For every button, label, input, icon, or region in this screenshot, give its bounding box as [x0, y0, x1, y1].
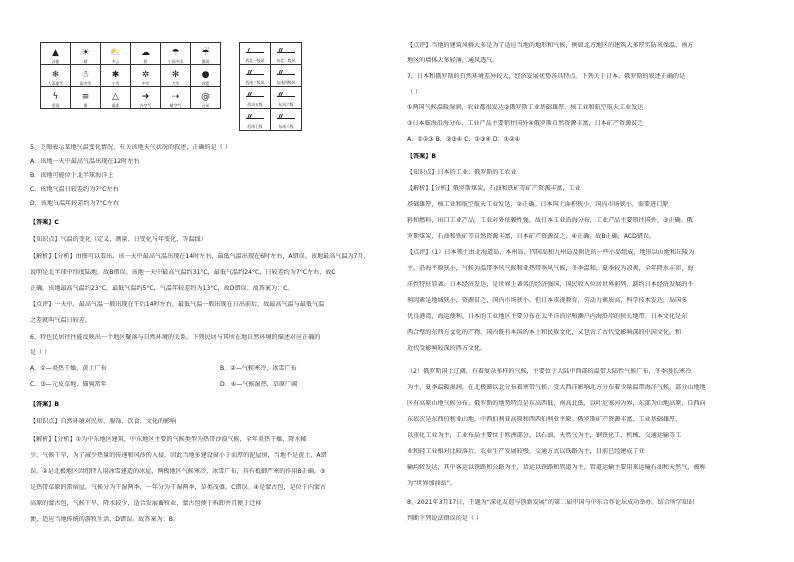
q6-option-b: B．②—气候寒冷，冰雪广布	[220, 365, 297, 372]
q7-comment: 业和轻工业相对比较落后，农业生产发展较慢。交通方式以铁路为主，目前已经建成了亚	[407, 448, 645, 455]
legend-cell	[131, 43, 161, 65]
legend-cell	[41, 43, 71, 65]
warm-air-icon: ⇢	[171, 92, 180, 102]
legend-label: 霜冻	[111, 103, 120, 108]
wind-symbol: 西南三级风	[240, 65, 271, 87]
sandstorm-icon: ▲	[52, 48, 59, 58]
q7-comment: 区有高原山地气候分布。俄罗斯的地势特点是东高西低，南高北低，以叶尼塞河为界，东部为山地高原，自西向	[407, 400, 706, 407]
q7-comment: 近代受影响较深的西方文化。	[407, 345, 487, 352]
q5-comment: 【点评】一天中，最高气温一般出现在午后14时左右，最低气温一般出现在日出前后，故最高气温与最低气温	[30, 301, 325, 308]
legend-label: 冷空气	[139, 103, 152, 108]
question-6: 6、特色民居往往能反映出一个地区聚落与自然环境的关系。下列民居与其所在地自然环境的描述对应正确的	[30, 334, 321, 341]
q5-option-c: C．该地气温日较差约为7°C左右	[30, 186, 119, 193]
legend-label: 雨夹雪	[79, 81, 92, 86]
q7-comment: 主，沿海平原狭小，气候为温带季风气候和亚热带季风气候，冬季温和，夏季较为凉爽，全年降水丰沛，海	[407, 265, 694, 272]
q7-analysis: 基础雄厚，核工业和航空航天工业发达，②正确。日本国土面积狭小，国内市场狭小，需要进口原	[407, 201, 669, 208]
question-6: 是（ ）	[30, 349, 51, 356]
q7-comment: 洋性特征显著。日本经济发达，是世界上著名的经济强国，国民收入位居世界前列，制约日本经济发展的不	[407, 281, 694, 288]
legend-label: 晴	[83, 59, 88, 64]
sleet-icon: ☃	[81, 70, 90, 80]
legend-cell	[161, 87, 191, 109]
q7-answer: 【答案】B	[407, 153, 437, 160]
legend-label: 暴雨	[201, 59, 210, 64]
q5-answer: 【答案】C	[30, 219, 59, 226]
snow-icon: ✱	[111, 70, 120, 80]
legend-label: 暖空气	[169, 103, 182, 108]
legend-cell	[191, 43, 221, 65]
legend-cell	[101, 43, 131, 65]
q5-analysis: 说明是北半球中纬度陆地，故B错误。该地一天中最高气温约31°C，最低气温约24°C，日较差约为7°C左右，故C	[30, 269, 336, 276]
question-7: 7、日本和俄罗斯的自然环境差异较大，经济发展优势各具特点。下列关于日本、俄罗斯的叙述正确的是	[407, 73, 686, 80]
q6-analysis: 便，适应当地传统的游牧生活，D错误。故答案为：B。	[30, 516, 180, 523]
sunny-icon: ☀	[81, 48, 90, 58]
q6-comment: 【点评】当地的建筑风格大多是为了适应当地的地形和气候，例如北方地区的建筑大多厚实防风保温，南方	[407, 42, 694, 49]
heavy-snow-icon: ❄	[51, 70, 60, 80]
cold-air-icon: ➜	[141, 92, 150, 102]
typhoon-icon: @	[201, 92, 210, 102]
wind-symbol: 西风五级	[240, 87, 271, 109]
medium-snow-icon: ✲	[141, 70, 150, 80]
q7-comment: 为主，夏季温暖湿润，在北极圈以北分布着寒带气候，受大西洋影响北方分布着少量温带海洋气候，部分山地地	[407, 384, 706, 391]
wind-symbol: 东南八级	[271, 109, 302, 131]
q7-statement: ③日本临海沿海分布，工业产品主要销往国外④俄罗斯自然资源丰富，日本矿产资源贫乏	[407, 120, 644, 127]
left-column	[30, 0, 387, 562]
frost-icon: △	[112, 92, 119, 102]
q6-option-a: A．①—炎热干燥，黄土广布	[30, 365, 107, 372]
legend-label: 台风	[201, 103, 210, 108]
legend-label: 小雨中雨	[167, 59, 184, 64]
q7-comment: 【点评】（1）日本领土由北海道岛、本州岛、四国岛和九州岛及附近的一些小岛组成，地形以山地和丘陵为	[407, 249, 695, 256]
legend-label: 大雨暴雪	[47, 81, 64, 86]
wind-symbol: 东风六级	[271, 87, 302, 109]
legend-cell	[191, 87, 221, 109]
q7-comment: 以重化工业为主，工业布局主要位于欧洲部分。以石油、天然气为主，钢铁化工、机械、交通运输等工	[407, 432, 682, 439]
q7-analysis: 【解析】【分析】俄罗斯煤炭、石油和铁矿等矿产资源丰富，工业	[407, 185, 581, 192]
q5-option-d: D．该地气温年较差约为7°C左右	[30, 200, 119, 207]
question-7: （ ）	[407, 89, 422, 96]
q5-analysis: 【解析】【分析】由图可以看出，该一天中最高气温出现在14时左右，最低气温出现在6时左右，A错误。该地最高气温为7月，	[30, 253, 370, 260]
q7-comment: 西合璧的东西方文化的产物，国内既有本国的本土和民族文化，又包含了古代受影响深的中国文化，和	[407, 329, 682, 336]
q5-option-b: B．该地可能位于北半球海洋上	[30, 172, 114, 179]
thunder-icon: ϟ	[52, 92, 59, 102]
legend-cell	[131, 87, 161, 109]
legend-label: 小雪	[111, 81, 120, 86]
right-column	[407, 0, 764, 562]
q6-analysis: 是热带草原的雷宿屋，气候分为干湿两季，一年分为干湿两季，草类茂盛，C错误。④是蒙古包，是位于内蒙古	[30, 484, 327, 491]
q5-comment: 之差就叫气温日较差。	[30, 317, 91, 324]
wind-symbol: 西北一级风	[240, 43, 271, 65]
legend-cell	[71, 65, 101, 87]
legend-label: 阴	[143, 59, 148, 64]
q6-option-d: D．④—气候湿热，草原广阔	[220, 381, 298, 388]
q5-option-a: A．该地一天中最高气温出现在12时左右	[30, 158, 140, 165]
legend-cell	[101, 87, 131, 109]
q6-knowledge-point: 【知识点】自然环境对民居、服饰、饮食、文化的影响	[30, 418, 177, 425]
legend-label: 沙暴	[51, 59, 60, 64]
q6-comment: 地区的墙体大多轻薄，通风透气。	[407, 57, 499, 64]
q7-statement: ①两国气候温暖湿润，农业都很发达②俄罗斯工业基础雄厚，核工业和航空航天工业发达	[407, 104, 644, 111]
q6-option-c: C．③—元皮草地，猫狗常年	[30, 381, 107, 388]
legend-label: 多云	[111, 59, 120, 64]
fog-icon: ≡	[81, 92, 90, 102]
legend-cell	[41, 87, 71, 109]
legend-label: 冰雹	[201, 81, 210, 86]
q7-analysis: 料和燃料，出口工业产品，工业对外依赖性强，故日本工业沿海分布，工业产品主要销往国外，③正确。俄	[407, 217, 693, 224]
legend-label: 中雪	[141, 81, 150, 86]
question-5: 5、下图表示某地气温变化情况，有关该地天气状况的叙述，正确的是（ ）	[30, 144, 231, 151]
legend-cell	[71, 87, 101, 109]
q7-comment: 东依次是东西伯利亚山地，中西伯利亚高原和西西伯利亚平原。俄罗斯矿产资源丰富、工业基础雄厚，	[407, 416, 682, 423]
legend-cell	[161, 65, 191, 87]
q7-options: A．①②③ B．②③④ C．①③④ D．①②④	[407, 136, 521, 143]
q7-comment: （2）俄罗斯国土辽阔，有着复杂多样的气候，主要位于大陆中西部的温带大陆性气候广布，冬季漫长寒冷	[407, 368, 692, 375]
legend-cell	[161, 43, 191, 65]
q7-knowledge-point: 【知识点】日本的工业；俄罗斯的工农业	[407, 169, 517, 176]
hail-icon: ●	[201, 70, 210, 80]
cloudy-icon: ⛅	[109, 48, 122, 58]
overcast-icon: ☁	[141, 48, 150, 58]
legend-cell	[71, 43, 101, 65]
q5-analysis: 正确。该地最高气温约23°C，最低气温约5°C，气温年较差约为13°C，故D错误。故答案为：C。	[30, 285, 294, 292]
q6-analysis: 【解析】【分析】①为中东地区建筑，中东地区主要的气候类型为热带沙漠气候，全年炎热干燥，降水稀	[30, 436, 307, 443]
wind-symbol: 东北二级风	[271, 43, 302, 65]
rainstorm-icon: ☔	[201, 48, 210, 58]
legend-cell	[191, 65, 221, 87]
legend-label: 雷雨	[51, 103, 60, 108]
q6-analysis: 误。②是北极地区因纽特人用冰雪建造的冰屋，两极地区气候寒冷，冰雪广布，具有抵御严寒的作用B正确。③	[30, 468, 326, 475]
q7-comment: 优良港湾，海运便利。日本的工业地区主要分布在太平洋沿岸和濑户内海沿岸的狭长地带。日本文化是东	[407, 313, 688, 320]
q7-analysis: 罗斯煤炭、石油和铁矿等自然资源丰富，日本矿产资源贫乏，④正确。故B正确，ACD错误。	[407, 233, 656, 240]
legend-cell	[131, 65, 161, 87]
legend-label: 雾	[83, 103, 88, 108]
q6-analysis: 高原的蒙古包，气候干旱，降水较少，适合发展畜牧业，蒙古包便于拆卸并且便于迁移	[30, 500, 262, 507]
legend-cell	[41, 65, 71, 87]
q7-comment: 输均较发达，其中客运以铁路和公路为主，货运以铁路和管道为主，管道运输主要用来运输石油和天然气，被称	[407, 464, 706, 471]
wind-symbol: 东南四级风	[271, 65, 302, 87]
heavy-snow2-icon: ✻	[171, 70, 180, 80]
wind-symbol: 西南七级	[240, 109, 271, 131]
wind-symbol-legend	[239, 42, 302, 131]
legend-label: 大雪	[171, 81, 180, 86]
question-8: 8、2021年3月17日，王题为“深化友谊与创新发展”的第二届中国与中东合作论坛成功举办。结合所学知识	[407, 499, 695, 506]
weather-symbol-legend	[40, 42, 221, 109]
q6-answer: 【答案】B	[30, 401, 60, 408]
q5-knowledge-point: 【知识点】气温的变化（定义、测量、日变化与年变化、等温线）	[30, 236, 207, 243]
light-rain-icon: ☂	[171, 48, 180, 58]
legend-cell	[101, 65, 131, 87]
q6-analysis: 少，气候干旱，为了减少热量的传递和风沙的入侵，因此当地多建设窗小于而厚的泥屋房，当地不是黄土，A错	[30, 452, 327, 459]
q7-comment: 利因素是地域狭小，资源贫乏，国内市场狭小。但日本重视教育，劳动力素质高，科学技术发达，岛国多	[407, 297, 688, 304]
q7-comment: 为“世界加油站”。	[407, 480, 456, 487]
question-8: 判断下列说法错误的是（ ）	[407, 515, 483, 522]
